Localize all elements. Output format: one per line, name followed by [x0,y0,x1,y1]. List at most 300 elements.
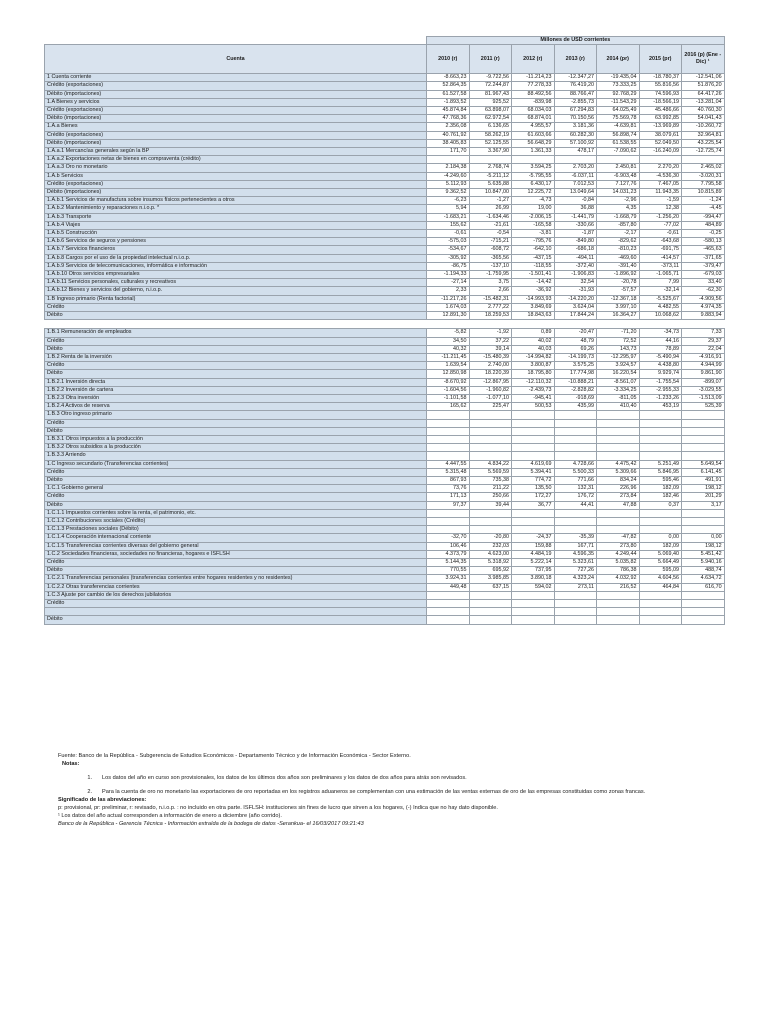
value-cell [554,616,597,624]
row-label: 1.C.1.1 Impuestos corrientes sobre la renta, el patrimonio, etc. [45,509,427,517]
row-label: Débito [45,370,427,378]
value-cell: 5.251,49 [639,460,682,468]
value-cell: 6.430,17 [512,180,555,188]
cuenta-column-header: Cuenta [45,45,427,74]
table-row [45,271,725,279]
value-cell: 2,66 [469,287,512,295]
value-cell: 6.136,65 [469,123,512,131]
value-cell: 40,03 [512,345,555,353]
table-row [45,205,725,213]
row-label: 1.C.3 Ajuste por cambio de los derechos jubilatorios [45,591,427,599]
value-cell: 62.972,54 [469,115,512,123]
row-label: 1.A.b.3 Transporte [45,213,427,221]
value-cell: 2.184,38 [427,164,470,172]
row-label: Débito (importaciones) [45,115,427,123]
value-cell: -8.663,23 [427,74,470,82]
value-cell: -16.240,09 [639,148,682,156]
row-label: 1.B.3 Otro ingreso primario [45,411,427,419]
value-cell: -3.029,55 [682,386,725,394]
value-cell [469,591,512,599]
value-cell: 63.992,85 [639,115,682,123]
value-cell: -12.347,27 [554,74,597,82]
value-cell: 12,38 [639,205,682,213]
table-row [45,509,725,517]
value-cell: 64.417,26 [682,90,725,98]
year-column-header: 2011 (r) [469,45,512,74]
value-cell: 40,32 [427,345,470,353]
value-cell: -35,39 [554,534,597,542]
value-cell [682,452,725,460]
value-cell: -391,40 [597,262,640,270]
value-cell: 695,92 [469,567,512,575]
value-cell: -2,96 [597,197,640,205]
value-cell [469,616,512,624]
value-cell [469,427,512,435]
value-cell: -8.561,07 [597,378,640,386]
year-header-row [45,45,725,74]
value-cell: 14.031,23 [597,189,640,197]
value-cell [639,608,682,616]
value-cell: 75.569,78 [597,115,640,123]
value-cell: 3.624,04 [554,303,597,311]
table-row [45,526,725,534]
value-cell [597,156,640,164]
value-cell [639,526,682,534]
value-cell: 182,09 [639,485,682,493]
table-row [45,287,725,295]
value-cell: 44,16 [639,337,682,345]
row-label: Débito [45,312,427,320]
value-cell: 1.639,54 [427,362,470,370]
value-cell: 155,62 [427,221,470,229]
value-cell: 5.112,93 [427,180,470,188]
table-row [45,164,725,172]
value-cell [512,452,555,460]
value-cell: 484,89 [682,221,725,229]
value-cell: 61.527,58 [427,90,470,98]
value-cell: -691,75 [639,246,682,254]
value-cell: 18.843,63 [512,312,555,320]
value-cell: 2.356,08 [427,123,470,131]
value-cell: -9.722,56 [469,74,512,82]
value-cell [639,427,682,435]
value-cell: 167,71 [554,542,597,550]
value-cell [554,600,597,608]
row-label: Débito [45,476,427,484]
value-cell [427,435,470,443]
value-cell: -534,67 [427,246,470,254]
value-cell [597,427,640,435]
value-cell: -20,47 [554,329,597,337]
value-cell: 72.244,87 [469,82,512,90]
row-label: 1.C.2.1 Transferencias personales (transferencias corrientes entre hogares residentes y no residentes) [45,575,427,583]
value-cell: -15.482,31 [469,295,512,303]
table-row [45,131,725,139]
value-cell: 18.220,39 [469,370,512,378]
table-row [45,329,725,337]
row-label: 1.A.a.3 Oro no monetario [45,164,427,172]
value-cell: 72,52 [597,337,640,345]
row-label: 1.A.b.11 Servicios personales, culturales y recreativos [45,279,427,287]
value-cell: -57,57 [597,287,640,295]
value-cell: 216,52 [597,583,640,591]
value-cell: -31,93 [554,287,597,295]
value-cell: 3.181,36 [554,123,597,131]
value-cell: 5.035,82 [597,558,640,566]
value-cell: 10.847,00 [469,189,512,197]
value-cell: -608,72 [469,246,512,254]
value-cell: 17.844,24 [554,312,597,320]
value-cell [639,452,682,460]
value-cell: 4.955,57 [512,123,555,131]
value-cell: 13.049,64 [554,189,597,197]
value-cell: 55.816,56 [639,82,682,90]
table-row [45,189,725,197]
value-cell [597,509,640,517]
value-cell [554,411,597,419]
row-label: 1.B.3.1 Otros impuestos a la producción [45,435,427,443]
value-cell: 57.100,92 [554,139,597,147]
value-cell: 7.467,05 [639,180,682,188]
value-cell: -77,02 [639,221,682,229]
value-cell: -2.855,73 [554,98,597,106]
value-cell [427,526,470,534]
value-cell: -4.249,60 [427,172,470,180]
value-cell: 3.997,10 [597,303,640,311]
table-row [45,386,725,394]
table-row [45,98,725,106]
value-cell: 2,33 [427,287,470,295]
value-cell: -21,61 [469,221,512,229]
value-cell [427,517,470,525]
value-cell: 182,46 [639,493,682,501]
value-cell: 4.484,19 [512,550,555,558]
note-text: Los datos del año en curso son provisionales, los datos de los últimos dos años son preliminares y los datos de dos años para atrás son revisados. [102,775,467,781]
value-cell [682,427,725,435]
value-cell [682,444,725,452]
value-cell: 5.940,16 [682,558,725,566]
value-cell: 171,13 [427,493,470,501]
value-cell: -372,40 [554,262,597,270]
table-row [45,303,725,311]
value-cell [427,616,470,624]
table-row [45,468,725,476]
value-cell: -4.916,91 [682,353,725,361]
value-cell: -11.214,23 [512,74,555,82]
value-cell: 97,37 [427,501,470,509]
value-cell: -1.501,41 [512,271,555,279]
value-cell: 226,96 [597,485,640,493]
value-cell [512,509,555,517]
value-cell: -86,75 [427,262,470,270]
value-cell: -4.536,30 [639,172,682,180]
value-cell: 435,99 [554,403,597,411]
value-cell: -2.828,82 [554,386,597,394]
row-label: 1.A.b.8 Cargos por el uso de la propiedad intelectual n.i.o.p. [45,254,427,262]
value-cell: -379,47 [682,262,725,270]
value-cell: -373,11 [639,262,682,270]
value-cell: 45.874,84 [427,107,470,115]
value-cell: 38.079,61 [639,131,682,139]
row-label: 1.A Bienes y servicios [45,98,427,106]
value-cell: 0,00 [639,534,682,542]
value-cell: 5.635,88 [469,180,512,188]
row-label: 1.C.1.3 Prestaciones sociales (Débito) [45,526,427,534]
row-label: Débito [45,427,427,435]
value-cell: -3.334,25 [597,386,640,394]
value-cell [682,411,725,419]
value-cell [554,444,597,452]
value-cell: -1.683,21 [427,213,470,221]
value-cell [427,600,470,608]
value-cell: -330,66 [554,221,597,229]
value-cell: 36,88 [554,205,597,213]
value-cell: 5.315,48 [427,468,470,476]
value-cell: -11.211,45 [427,353,470,361]
source-line: Fuente: Banco de la República - Subgerencia de Estudios Económicos - Departamento Técnico y de Información Económica - Sector Externo. [58,753,411,759]
value-cell: -27,14 [427,279,470,287]
value-cell [597,517,640,525]
value-cell: 4.482,55 [639,303,682,311]
value-cell: 73.333,25 [597,82,640,90]
value-cell: 78,89 [639,345,682,353]
value-cell: -643,68 [639,238,682,246]
value-cell: 273,80 [597,542,640,550]
value-cell: 40.761,92 [427,131,470,139]
value-cell: -4,73 [512,197,555,205]
table-row [45,501,725,509]
row-label: 1.A.b.9 Servicios de telecomunicaciones, informática e información [45,262,427,270]
value-cell: 4.604,56 [639,575,682,583]
table-row [45,419,725,427]
table-row [45,485,725,493]
value-cell: 26,99 [469,205,512,213]
value-cell: 4.447,55 [427,460,470,468]
spacer-row [45,320,725,329]
value-cell: 18.259,53 [469,312,512,320]
year-column-header: 2013 (r) [554,45,597,74]
value-cell: 81.967,43 [469,90,512,98]
row-label: Crédito (exportaciones) [45,107,427,115]
value-cell: -3.020,31 [682,172,725,180]
value-cell: 595,46 [639,476,682,484]
value-cell: 453,19 [639,403,682,411]
value-cell: -1.668,79 [597,213,640,221]
row-label: Crédito [45,558,427,566]
row-label: 1.B.1 Remuneración de empleados [45,329,427,337]
note-number: 2. [87,789,92,795]
row-label: 1.C.1 Gobierno general [45,485,427,493]
value-cell: 38.405,83 [427,139,470,147]
value-cell: 3.890,18 [512,575,555,583]
value-cell [512,156,555,164]
table-row [45,197,725,205]
value-cell: 63.898,07 [469,107,512,115]
value-cell: -1.759,95 [469,271,512,279]
value-cell [512,600,555,608]
value-cell: -12.110,32 [512,378,555,386]
value-cell: 37,22 [469,337,512,345]
value-cell: -1,24 [682,197,725,205]
value-cell: -6,23 [427,197,470,205]
row-label: 1.B.2.3 Otra inversión [45,394,427,402]
value-cell [512,517,555,525]
row-label: 1.B Ingreso primario (Renta factorial) [45,295,427,303]
value-cell: 12.850,98 [427,370,470,378]
value-cell: 135,50 [512,485,555,493]
value-cell: -715,21 [469,238,512,246]
value-cell: -305,92 [427,254,470,262]
value-cell: -494,11 [554,254,597,262]
value-cell: 36,77 [512,501,555,509]
row-label: Crédito [45,600,427,608]
value-cell: 211,22 [469,485,512,493]
value-cell: -0,61 [639,230,682,238]
value-cell: -12.541,06 [682,74,725,82]
value-cell: 478,17 [554,148,597,156]
value-cell: -12.295,97 [597,353,640,361]
table-row [45,345,725,353]
value-cell: 2.270,20 [639,164,682,172]
table-row [45,591,725,599]
table-row [45,262,725,270]
value-cell [554,517,597,525]
value-cell: 9.883,94 [682,312,725,320]
value-cell: -13.969,89 [639,123,682,131]
row-label: 1.C.1.4 Cooperación internacional corriente [45,534,427,542]
table-row [45,246,725,254]
value-cell: 47,88 [597,501,640,509]
value-cell: -1.233,26 [639,394,682,402]
value-cell: -3,81 [512,230,555,238]
row-label: 1.C.2 Sociedades financieras, sociedades no financieras, hogares e ISFLSH [45,550,427,558]
value-cell: 39,14 [469,345,512,353]
value-cell: -371,65 [682,254,725,262]
table-row [45,378,725,386]
value-cell: 4.323,24 [554,575,597,583]
value-cell: 2.450,81 [597,164,640,172]
value-cell: 4.974,35 [682,303,725,311]
value-cell: -4,45 [682,205,725,213]
value-cell: -1,27 [469,197,512,205]
value-cell: 2.777,22 [469,303,512,311]
value-cell: 61.603,66 [512,131,555,139]
value-cell: 176,72 [554,493,597,501]
row-label: Crédito [45,493,427,501]
table-row [45,90,725,98]
value-cell [427,156,470,164]
value-cell: 47.768,36 [427,115,470,123]
value-cell [554,435,597,443]
table-row [45,148,725,156]
table-row [45,230,725,238]
value-cell: 774,72 [512,476,555,484]
value-cell [682,600,725,608]
value-cell: -899,07 [682,378,725,386]
value-cell: 9.861,90 [682,370,725,378]
row-label: Crédito [45,303,427,311]
year-column-header: 2016 (p) (Ene - Dic) ¹ [682,45,725,74]
row-label: Crédito (exportaciones) [45,131,427,139]
value-cell: -686,18 [554,246,597,254]
value-cell: -6.903,48 [597,172,640,180]
value-cell: -36,92 [512,287,555,295]
row-label: Débito [45,501,427,509]
row-label: 1.C.1.5 Transferencias corrientes diversas del gobierno general [45,542,427,550]
table-row [45,534,725,542]
year-column-header: 2015 (pr) [639,45,682,74]
value-cell: -7.090,62 [597,148,640,156]
row-label: 1.A.a Bienes [45,123,427,131]
value-cell: -642,10 [512,246,555,254]
value-cell [639,444,682,452]
value-cell: 3.367,90 [469,148,512,156]
value-cell [639,509,682,517]
value-cell: 76.419,20 [554,82,597,90]
value-cell: -20,80 [469,534,512,542]
value-cell: 2.465,02 [682,164,725,172]
table-row [45,295,725,303]
value-cell: -679,03 [682,271,725,279]
value-cell: 273,11 [554,583,597,591]
value-cell [469,600,512,608]
value-cell: 34,50 [427,337,470,345]
value-cell: 52.049,50 [639,139,682,147]
value-cell: -165,58 [512,221,555,229]
value-cell: -14.993,93 [512,295,555,303]
value-cell: 7.795,58 [682,180,725,188]
row-label: 1.B.3.2 Otros subsidios a la producción [45,444,427,452]
value-cell: 132,31 [554,485,597,493]
table-row [45,460,725,468]
extraction-info: Banco de la República - Gerencia Técnica - Información extraída de la bodega de datos -Serankua- el 16/03/2017 09:21:43 [58,821,364,827]
value-cell: -1.906,83 [554,271,597,279]
value-cell: 737,95 [512,567,555,575]
value-cell: 68.034,03 [512,107,555,115]
value-cell: -14.199,73 [554,353,597,361]
value-cell: -829,62 [597,238,640,246]
value-cell: 17.774,98 [554,370,597,378]
value-cell [554,156,597,164]
value-cell: -24,37 [512,534,555,542]
table-row [45,362,725,370]
value-cell: -14.994,82 [512,353,555,361]
value-cell: -5.795,55 [512,172,555,180]
value-cell: 43.225,54 [682,139,725,147]
value-cell: -795,76 [512,238,555,246]
table-row [45,435,725,443]
value-cell: 4.634,72 [682,575,725,583]
value-cell: 51.876,20 [682,82,725,90]
value-cell: -4.639,81 [597,123,640,131]
year-footnote: ¹ Los datos del año actual corresponden a información de enero a diciembre (año corrido). [58,813,282,819]
row-label: 1.A.b.10 Otros servicios empresariales [45,271,427,279]
table-row [45,558,725,566]
value-cell: -1,59 [639,197,682,205]
value-cell: 7.012,53 [554,180,597,188]
value-cell: -34,73 [639,329,682,337]
value-cell [597,444,640,452]
blank-header-cell [45,37,427,45]
value-cell: 2.703,20 [554,164,597,172]
value-cell: 464,84 [639,583,682,591]
value-cell [512,427,555,435]
table-row [45,583,725,591]
table-row [45,517,725,525]
value-cell: 198,12 [682,485,725,493]
value-cell: -1.893,52 [427,98,470,106]
value-cell: 16.220,54 [597,370,640,378]
